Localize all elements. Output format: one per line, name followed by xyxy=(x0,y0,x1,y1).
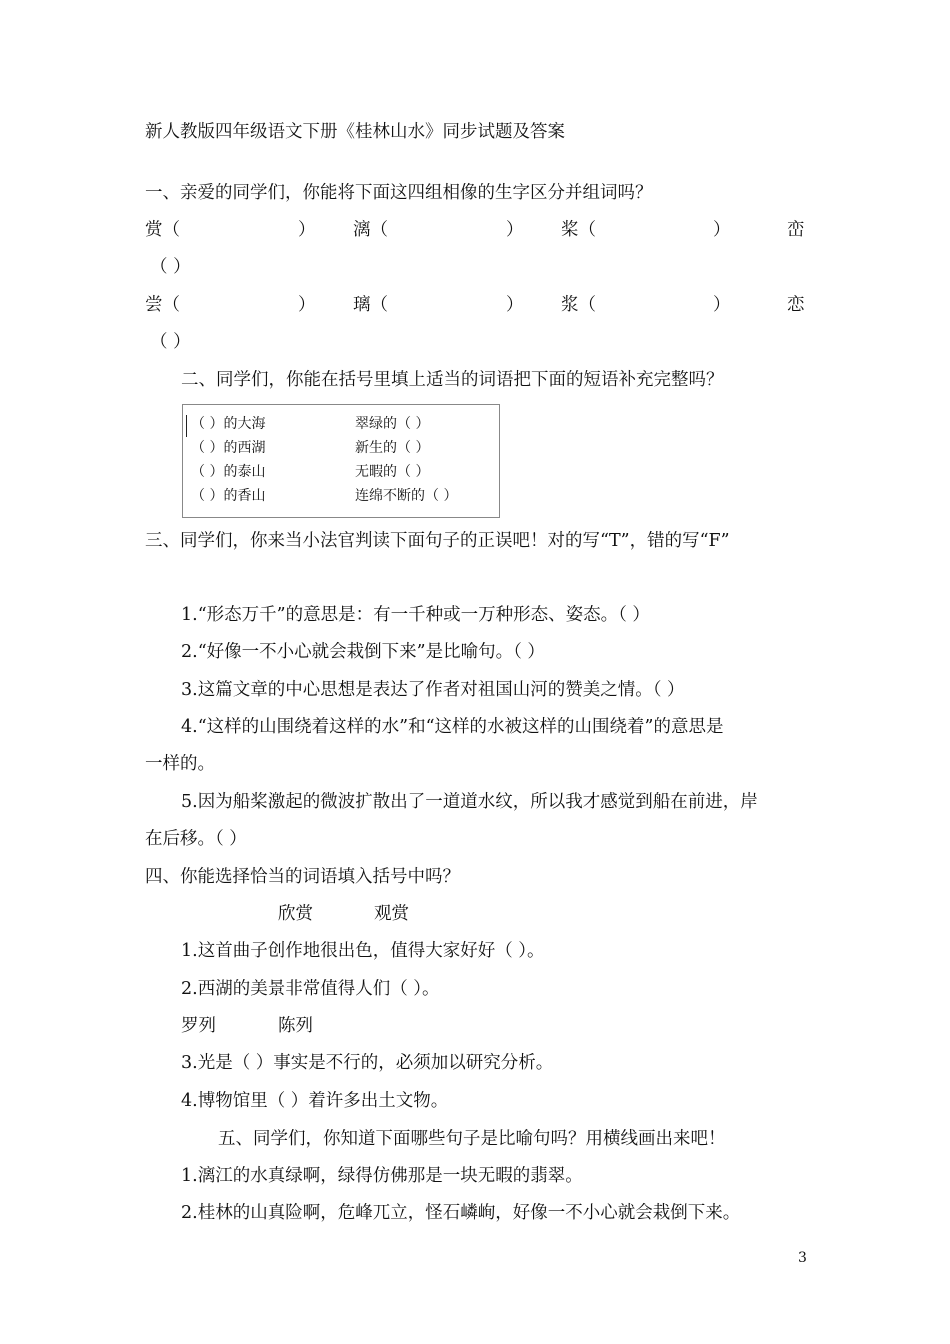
char-paren: ） xyxy=(506,220,524,240)
char-item: 恋 xyxy=(787,295,805,315)
simile-item: 2.桂林的山真险啊，危峰兀立，怪石嶙峋，好像一不小心就会栽倒下来。 xyxy=(181,1203,741,1223)
fill-item: 2.西湖的美景非常值得人们（ ）。 xyxy=(181,979,440,999)
simile-item: 1.漓江的水真绿啊，绿得仿佛那是一块无暇的翡翠。 xyxy=(181,1166,583,1186)
judge-item: 1.“形态万千”的意思是：有一千种或一万种形态、姿态。（ ） xyxy=(181,605,650,625)
word-option: 欣赏 xyxy=(278,904,313,924)
char-item: 璃（ xyxy=(353,295,388,315)
section4-heading: 四、你能选择恰当的词语填入括号中吗？ xyxy=(145,867,460,887)
char-item: 漓（ xyxy=(353,220,388,240)
phrase-table xyxy=(182,404,500,518)
section3-heading: 三、同学们，你来当小法官判读下面句子的正误吧！对的写“T”，错的写“F” xyxy=(145,531,730,551)
phrase-right: 新生的（ ） xyxy=(355,440,430,456)
char-item: 桨（ xyxy=(561,220,596,240)
char-paren-wrap: （ ） xyxy=(150,257,191,277)
word-option: 罗列 xyxy=(181,1016,216,1036)
text-cursor xyxy=(186,415,187,437)
fill-item: 4.博物馆里（ ）着许多出土文物。 xyxy=(181,1091,449,1111)
phrase-left: （ ）的香山 xyxy=(191,488,266,504)
phrase-right: 翠绿的（ ） xyxy=(355,416,430,432)
char-item: 赏（ xyxy=(145,220,180,240)
word-option: 陈列 xyxy=(278,1016,313,1036)
page-number: 3 xyxy=(798,1250,807,1266)
judge-item: 5.因为船桨激起的微波扩散出了一道道水纹，所以我才感觉到船在前进，岸 xyxy=(181,792,758,812)
section2-heading: 二、同学们，你能在括号里填上适当的词语把下面的短语补充完整吗？ xyxy=(181,370,724,390)
judge-item-cont: 在后移。（ ） xyxy=(145,829,247,849)
section1-heading: 一、亲爱的同学们，你能将下面这四组相像的生字区分并组词吗？ xyxy=(145,183,653,203)
phrase-left: （ ）的泰山 xyxy=(191,464,266,480)
char-paren: ） xyxy=(298,295,316,315)
judge-item-cont: 一样的。 xyxy=(145,754,215,774)
judge-item: 3.这篇文章的中心思想是表达了作者对祖国山河的赞美之情。（ ） xyxy=(181,680,685,700)
char-paren: ） xyxy=(506,295,524,315)
phrase-left: （ ）的大海 xyxy=(191,416,266,432)
fill-item: 1.这首曲子创作地很出色，值得大家好好（ ）。 xyxy=(181,941,545,961)
judge-item: 4.“这样的山围绕着这样的水”和“这样的水被这样的山围绕着”的意思是 xyxy=(181,717,724,737)
judge-item: 2.“好像一不小心就会栽倒下来”是比喻句。（ ） xyxy=(181,642,545,662)
fill-item: 3.光是（ ）事实是不行的，必须加以研究分析。 xyxy=(181,1053,554,1073)
char-item: 尝（ xyxy=(145,295,180,315)
char-paren-wrap: （ ） xyxy=(150,332,191,352)
phrase-right: 无暇的（ ） xyxy=(355,464,430,480)
word-option: 观赏 xyxy=(374,904,409,924)
char-paren: ） xyxy=(713,295,731,315)
char-item: 峦 xyxy=(787,220,805,240)
page-title: 新人教版四年级语文下册《桂林山水》同步试题及答案 xyxy=(145,122,565,142)
section5-heading: 五、同学们，你知道下面哪些句子是比喻句吗？用横线画出来吧！ xyxy=(218,1129,726,1149)
phrase-left: （ ）的西湖 xyxy=(191,440,266,456)
phrase-right: 连绵不断的（ ） xyxy=(355,488,458,504)
char-item: 浆（ xyxy=(561,295,596,315)
char-paren: ） xyxy=(298,220,316,240)
char-paren: ） xyxy=(713,220,731,240)
